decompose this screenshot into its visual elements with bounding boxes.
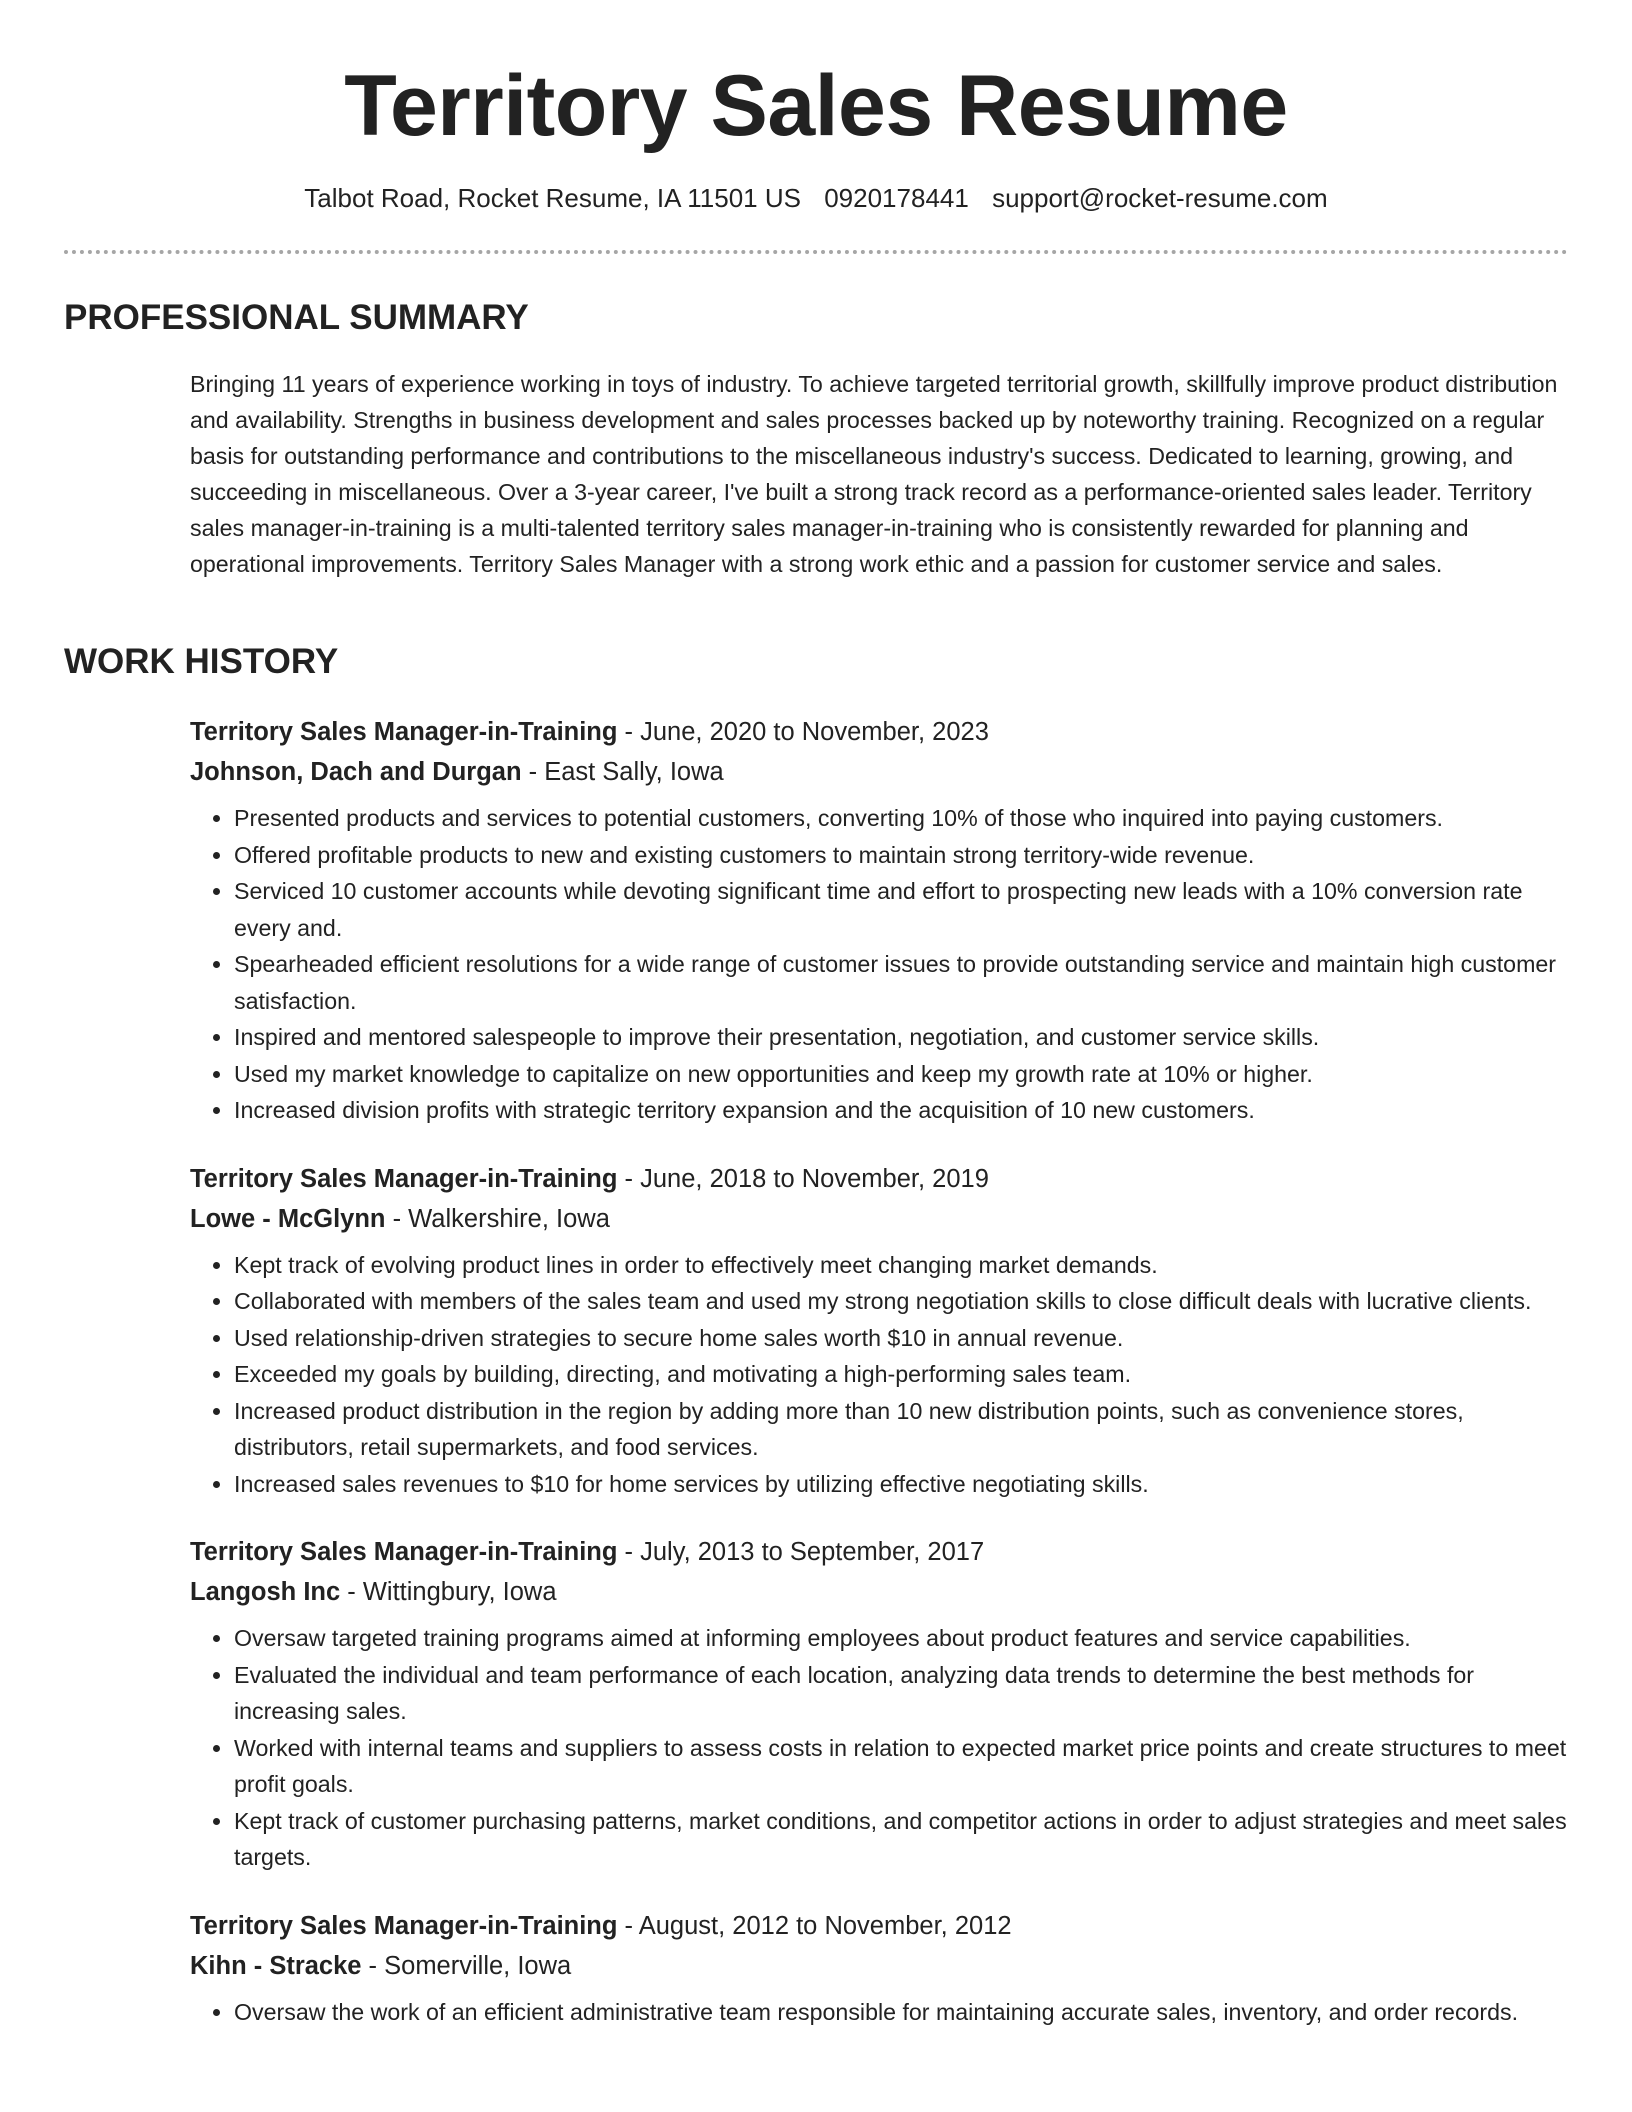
job-title: Territory Sales Manager-in-Training xyxy=(190,718,618,746)
job-bullet: • Kept track of customer purchasing patterns, market conditions, and competitor actions in order to adjust strategies and meet sales targets. xyxy=(234,1803,1580,1876)
job-entry xyxy=(190,1159,1580,1503)
job-location: - East Sally, Iowa xyxy=(521,758,724,786)
job-dates: - June, 2020 to November, 2023 xyxy=(617,718,989,746)
job-title: Territory Sales Manager-in-Training xyxy=(190,1164,618,1193)
job-entry xyxy=(190,712,1580,1129)
resume-page xyxy=(64,0,1568,2112)
job-bullet: • Oversaw the work of an efficient administrative team responsible for maintaining accurate sales, inventory, and order records. xyxy=(234,1994,1580,2031)
job-company: Lowe - McGlynn xyxy=(190,1204,386,1233)
job-company-line xyxy=(190,1199,1580,1239)
job-bullet: • Inspired and mentored salespeople to improve their presentation, negotiation, and customer service skills. xyxy=(234,1019,1580,1056)
contact-phone: 0920178441 xyxy=(824,183,969,213)
job-bullet: • Used relationship-driven strategies to secure home sales worth $10 in annual revenue. xyxy=(234,1320,1580,1357)
job-bullet: • Increased sales revenues to $10 for home services by utilizing effective negotiating skills. xyxy=(234,1466,1580,1503)
job-bullet: • Increased product distribution in the region by adding more than 10 new distribution points, such as convenience stores, distributors, retail supermarkets, and food services. xyxy=(234,1393,1580,1466)
job-bullet: • Used my market knowledge to capitalize on new opportunities and keep my growth rate at 10% or higher. xyxy=(234,1056,1580,1093)
job-bullets xyxy=(190,1994,1580,2031)
job-bullet: • Evaluated the individual and team performance of each location, analyzing data trends to determine the best methods for increasing sales. xyxy=(234,1657,1580,1730)
job-company-line xyxy=(190,1572,1580,1612)
job-bullet: • Kept track of evolving product lines in order to effectively meet changing market demands. xyxy=(234,1247,1580,1284)
resume-title: Territory Sales Resume xyxy=(344,58,1288,154)
job-company: Langosh Inc xyxy=(190,1578,341,1606)
job-title: Territory Sales Manager-in-Training xyxy=(190,1538,618,1566)
job-bullet: • Collaborated with members of the sales team and used my strong negotiation skills to close difficult deals with lucrative clients. xyxy=(234,1283,1580,1320)
job-dates: - July, 2013 to September, 2017 xyxy=(617,1538,985,1566)
job-title-line xyxy=(190,1906,1580,1946)
summary-text: Bringing 11 years of experience working in toys of industry. To achieve targeted territorial growth, skillfully improve product distribution and availability. Strengths in business development and sales processes backed up by noteworthy training. Recognized on a regular basis for outstanding performance and contributions to the miscellaneous industry's success. Dedicated to learning, growing, and succeeding in miscellaneous. Over a 3-year career, I've built a strong track record as a performance-oriented sales leader. Territory sales manager-in-training is a multi-talented territory sales manager-in-training who is consistently rewarded for planning and operational improvements. Territory Sales Manager with a strong work ethic and a passion for customer service and sales. xyxy=(190,371,1558,577)
job-dates: - August, 2012 to November, 2012 xyxy=(617,1911,1012,1940)
job-company: Johnson, Dach and Durgan xyxy=(190,758,522,786)
job-dates: - June, 2018 to November, 2019 xyxy=(617,1164,989,1193)
work-history-list xyxy=(190,712,1580,2060)
job-title-line xyxy=(190,1532,1580,1572)
job-location: - Somerville, Iowa xyxy=(361,1951,572,1980)
job-bullets xyxy=(190,800,1580,1129)
job-bullet: • Presented products and services to potential customers, converting 10% of those who inquired into paying customers. xyxy=(234,800,1580,837)
job-company: Kihn - Stracke xyxy=(190,1951,362,1980)
contact-line xyxy=(64,180,1568,216)
job-bullet: • Offered profitable products to new and existing customers to maintain strong territory-wide revenue. xyxy=(234,837,1580,874)
job-company-line xyxy=(190,1946,1580,1986)
job-bullet: • Increased division profits with strategic territory expansion and the acquisition of 10 new customers. xyxy=(234,1092,1580,1129)
job-entry xyxy=(190,1532,1580,1876)
job-bullets xyxy=(190,1620,1580,1876)
header-divider xyxy=(64,250,1568,254)
job-bullet: • Worked with internal teams and suppliers to assess costs in relation to expected market price points and create structures to meet profit goals. xyxy=(234,1730,1580,1803)
job-entry xyxy=(190,1906,1580,2031)
job-location: - Wittingbury, Iowa xyxy=(340,1578,557,1606)
summary-heading: PROFESSIONAL SUMMARY xyxy=(64,298,529,337)
contact-email: support@rocket-resume.com xyxy=(992,183,1328,213)
job-title-line xyxy=(190,712,1580,752)
job-bullet: • Spearheaded efficient resolutions for a wide range of customer issues to provide outstanding service and maintain high customer satisfaction. xyxy=(234,946,1580,1019)
job-bullets xyxy=(190,1247,1580,1503)
job-location: - Walkershire, Iowa xyxy=(385,1204,610,1233)
job-title: Territory Sales Manager-in-Training xyxy=(190,1911,618,1940)
job-bullet: • Exceeded my goals by building, directing, and motivating a high-performing sales team. xyxy=(234,1356,1580,1393)
job-title-line xyxy=(190,1159,1580,1199)
job-bullet: • Serviced 10 customer accounts while devoting significant time and effort to prospecting new leads with a 10% conversion rate every and. xyxy=(234,873,1580,946)
contact-address: Talbot Road, Rocket Resume, IA 11501 US xyxy=(304,183,801,213)
work-history-heading: WORK HISTORY xyxy=(64,642,339,681)
job-bullet: • Oversaw targeted training programs aimed at informing employees about product features and service capabilities. xyxy=(234,1620,1580,1657)
job-company-line xyxy=(190,752,1580,792)
